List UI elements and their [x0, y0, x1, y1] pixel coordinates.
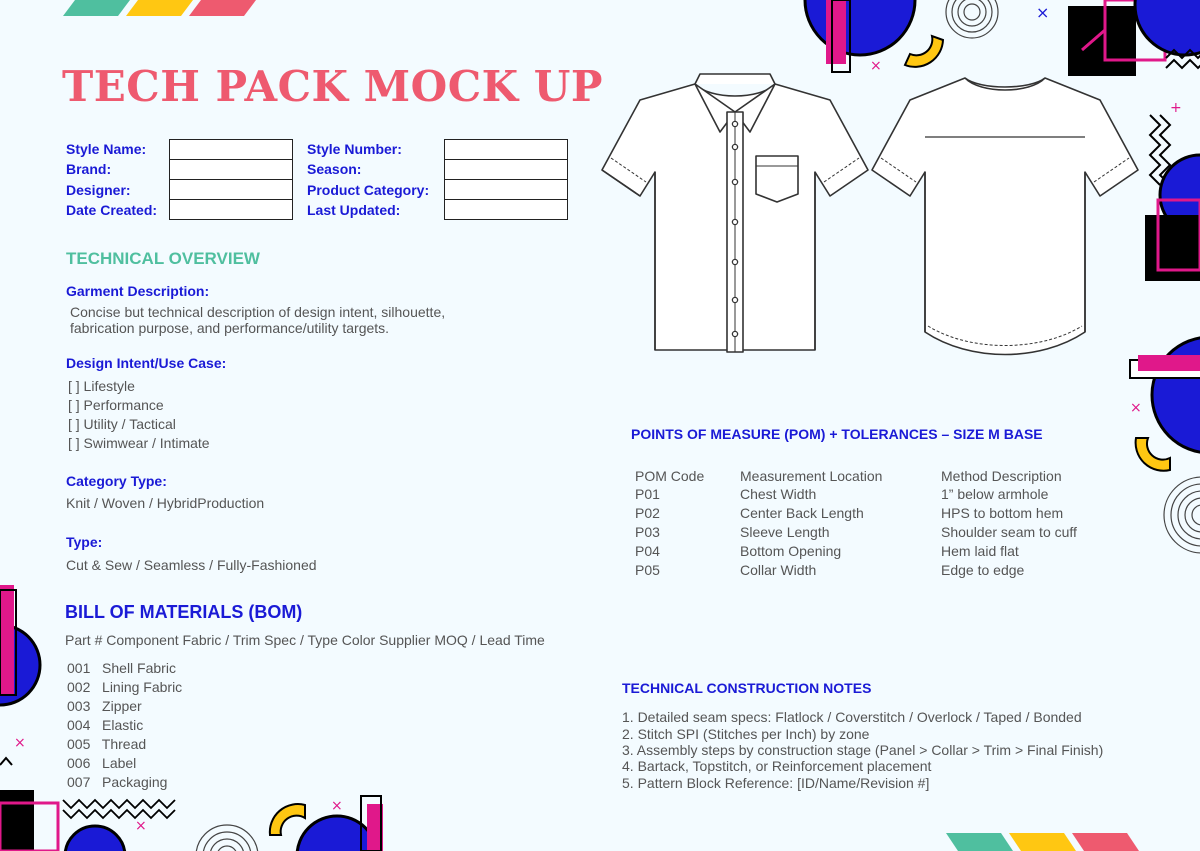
- bom-columns: Part # Component Fabric / Trim Spec / Type Color Supplier MOQ / Lead Time: [65, 632, 545, 648]
- bom-component: Shell Fabric: [102, 660, 176, 676]
- category-type-text: Knit / Woven / HybridProduction: [66, 495, 265, 511]
- decor-left-edge-cluster: [0, 585, 60, 851]
- svg-text:×: ×: [1130, 400, 1142, 416]
- svg-text:×: ×: [870, 58, 882, 74]
- pom-code: P02: [635, 505, 660, 521]
- construction-note: 5. Pattern Block Reference: [ID/Name/Revision #]: [622, 775, 930, 791]
- date-created-label: Date Created:: [66, 202, 158, 218]
- bom-component: Zipper: [102, 698, 142, 714]
- pom-code: P01: [635, 486, 660, 502]
- last-updated-label: Last Updated:: [307, 202, 401, 218]
- bom-row: [67, 660, 176, 676]
- design-intent-option[interactable]: [ ] Utility / Tactical: [68, 416, 176, 432]
- construction-note: 3. Assembly steps by construction stage (Panel > Collar > Trim > Final Finish): [622, 742, 1104, 758]
- type-label: Type:: [66, 534, 103, 550]
- pom-location: Center Back Length: [740, 505, 864, 521]
- bom-part-number: 005: [67, 736, 91, 752]
- svg-text:×: ×: [331, 798, 343, 814]
- pom-header-method: Method Description: [941, 468, 1062, 484]
- pom-method: 1” below armhole: [941, 486, 1049, 502]
- svg-text:+: +: [1170, 100, 1182, 116]
- pom-header-location: Measurement Location: [740, 468, 883, 484]
- design-intent-option[interactable]: [ ] Performance: [68, 397, 164, 413]
- bom-component: Thread: [101, 736, 147, 752]
- garment-description-label: Garment Description:: [66, 283, 210, 299]
- bom-row: [67, 774, 167, 790]
- design-intent-option[interactable]: [ ] Lifestyle: [68, 378, 135, 394]
- decor-bottom-cluster: [55, 790, 425, 851]
- bom-part-number: 006: [67, 755, 91, 771]
- style-number-field[interactable]: [444, 139, 568, 160]
- pom-location: Chest Width: [740, 486, 817, 502]
- pom-header-code: POM Code: [635, 468, 705, 484]
- brand-label: Brand:: [66, 161, 112, 177]
- bom-component: Packaging: [102, 774, 168, 790]
- pom-method: HPS to bottom hem: [941, 505, 1064, 521]
- svg-text:×: ×: [135, 818, 147, 834]
- bom-row: [67, 679, 182, 695]
- pom-code: P04: [635, 543, 660, 559]
- designer-label: Designer:: [66, 182, 131, 198]
- bom-part-number: 007: [67, 774, 91, 790]
- decor-bottom-right-stripes: [930, 833, 1150, 851]
- type-text: Cut & Sew / Seamless / Fully-Fashioned: [66, 557, 317, 573]
- design-intent-option[interactable]: [ ] Swimwear / Intimate: [68, 435, 210, 451]
- svg-text:×: ×: [1036, 3, 1050, 22]
- style-number-label: Style Number:: [307, 141, 402, 157]
- pom-code: P05: [635, 562, 660, 578]
- bom-part-number: 004: [67, 717, 91, 733]
- bom-part-number: 002: [67, 679, 91, 695]
- bom-row: [67, 755, 136, 771]
- bom-row: [67, 736, 146, 752]
- bom-row: [67, 717, 143, 733]
- season-label: Season:: [307, 161, 362, 177]
- brand-field[interactable]: [169, 159, 293, 180]
- bom-part-number: 001: [67, 660, 91, 676]
- design-intent-label: Design Intent/Use Case:: [66, 355, 227, 371]
- pom-location: Collar Width: [740, 562, 817, 578]
- construction-note: 2. Stitch SPI (Stitches per Inch) by zone: [622, 726, 870, 742]
- shirt-front-sketch: [600, 72, 870, 357]
- technical-overview-heading: TECHNICAL OVERVIEW: [66, 249, 260, 268]
- construction-heading: TECHNICAL CONSTRUCTION NOTES: [622, 680, 872, 696]
- garment-description-line-2: fabrication purpose, and performance/utility targets.: [70, 320, 390, 336]
- bom-row: [67, 698, 142, 714]
- product-category-label: Product Category:: [307, 182, 430, 198]
- bom-component: Label: [102, 755, 137, 771]
- season-field[interactable]: [444, 159, 568, 180]
- bom-component: Lining Fabric: [102, 679, 183, 695]
- pom-code: P03: [635, 524, 660, 540]
- style-name-label: Style Name:: [66, 141, 147, 157]
- bom-component: Elastic: [102, 717, 144, 733]
- designer-field[interactable]: [169, 179, 293, 200]
- bom-part-number: 003: [67, 698, 91, 714]
- product-category-field[interactable]: [444, 179, 568, 200]
- page-title: TECH PACK MOCK UP: [62, 62, 604, 111]
- svg-text:×: ×: [14, 735, 26, 751]
- bom-heading: BILL OF MATERIALS (BOM): [65, 602, 303, 622]
- pom-location: Bottom Opening: [740, 543, 842, 559]
- pom-method: Shoulder seam to cuff: [941, 524, 1077, 540]
- pom-method: Hem laid flat: [941, 543, 1019, 559]
- date-created-field[interactable]: [169, 199, 293, 220]
- style-name-field[interactable]: [169, 139, 293, 160]
- pom-location: Sleeve Length: [740, 524, 830, 540]
- pom-heading: POINTS OF MEASURE (POM) + TOLERANCES – SIZE M BASE: [631, 426, 1043, 442]
- category-type-label: Category Type:: [66, 473, 167, 489]
- decor-top-left-stripes: [0, 0, 270, 20]
- pom-method: Edge to edge: [941, 562, 1025, 578]
- construction-note: 1. Detailed seam specs: Flatlock / Coverstitch / Overlock / Taped / Bonded: [622, 709, 1082, 725]
- construction-note: 4. Bartack, Topstitch, or Reinforcement placement: [622, 758, 932, 774]
- last-updated-field[interactable]: [444, 199, 568, 220]
- shirt-back-sketch: [870, 72, 1140, 357]
- garment-description-line-1: Concise but technical description of design intent, silhouette,: [70, 304, 446, 320]
